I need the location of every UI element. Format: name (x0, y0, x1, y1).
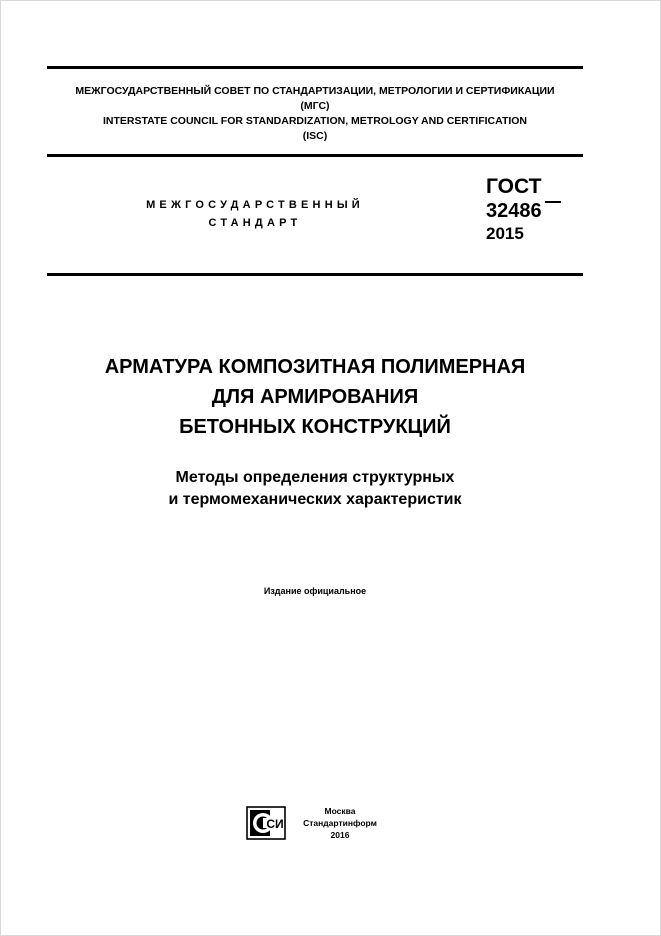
gost-number: 32486 (486, 200, 542, 222)
standartinform-logo-icon (246, 806, 286, 840)
gost-year: 2015 (486, 224, 524, 243)
header-rule (47, 154, 583, 157)
publisher-block (300, 805, 380, 841)
document-title (40, 352, 590, 442)
standard-type-line1: МЕЖГОСУДАРСТВЕННЫЙ (146, 199, 364, 211)
standard-type-line2: СТАНДАРТ (208, 217, 302, 229)
edition-note: Издание официальное (263, 586, 367, 596)
council-ru-name: МЕЖГОСУДАРСТВЕННЫЙ СОВЕТ ПО СТАНДАРТИЗАЦИИ, МЕТРОЛОГИИ И СЕРТИФИКАЦИИ (75, 85, 555, 97)
publisher-year: 2016 (330, 830, 350, 840)
council-en-abbr: (ISC) (302, 130, 328, 142)
subtitle-line1: Методы определения структурных (175, 469, 455, 486)
gost-designation (486, 175, 561, 245)
subtitle-line2: и термомеханических характеристик (168, 491, 462, 508)
council-en-name: INTERSTATE COUNCIL FOR STANDARDIZATION, METROLOGY AND CERTIFICATION (102, 115, 528, 127)
title-line1: АРМАТУРА КОМПОЗИТНАЯ ПОЛИМЕРНАЯ (104, 356, 526, 378)
gost-dash (545, 201, 561, 203)
title-line2: ДЛЯ АРМИРОВАНИЯ (211, 386, 419, 408)
top-rule (47, 66, 583, 69)
council-header (47, 84, 583, 144)
publisher-name: Стандартинформ (303, 818, 377, 828)
logo-lettering: СИ (266, 817, 284, 831)
council-ru-abbr: (МГС) (300, 100, 330, 112)
gost-number-line (486, 199, 561, 223)
designation-rule (47, 273, 583, 276)
gost-word: ГОСТ (486, 175, 542, 198)
document-subtitle (40, 467, 590, 511)
publisher-city: Москва (324, 806, 356, 816)
title-line3: БЕТОННЫХ КОНСТРУКЦИЙ (179, 416, 451, 438)
standard-type-label (115, 196, 395, 232)
